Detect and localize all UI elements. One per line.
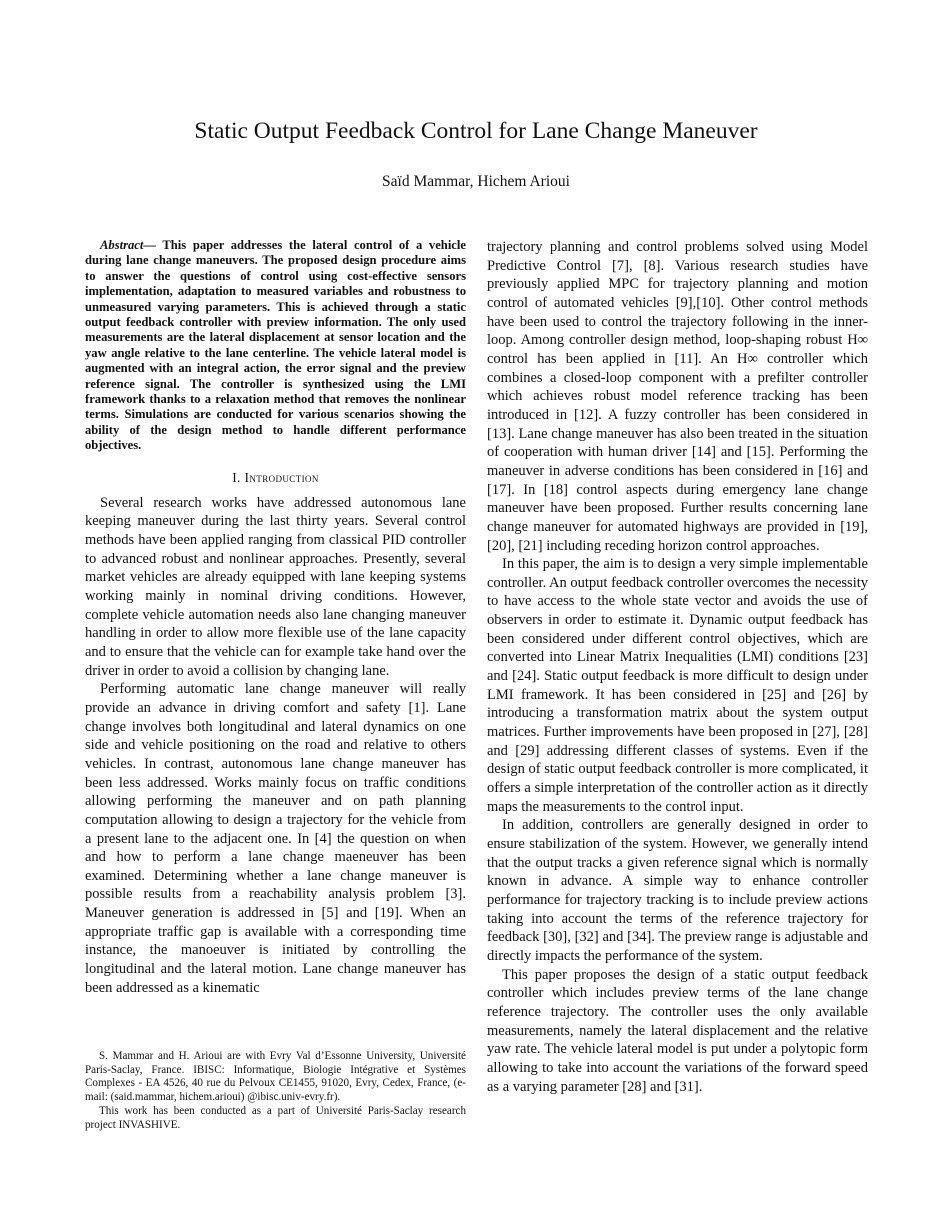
body-paragraph: This paper proposes the design of a static output feedback controller which includes preview terms of the lane change reference trajectory. The controller uses the only available measurements, namely the lateral displacement and the relative yaw rate. The vehicle lateral model is put under a polytopic form allowing to take into account the variations of the forward speed as a varying parameter [28] and [31].	[487, 966, 868, 1095]
right-column	[487, 238, 868, 1096]
body-paragraph: Performing automatic lane change maneuver will really provide an advance in driving comfort and safety [1]. Lane change involves both longitudinal and lateral dynamics on one side and vehicle positioning on the road and relative to others vehicles. In contrast, autonomous lane change maneuver has been less addressed. Works mainly focus on traffic conditions allowing performing the maneuver and on path planning computation allowing to design a trajectory for the vehicle from a present lane to the adjacent one. In [4] the question on when and how to perform a lane change maeneuver has been examined. Determining whether a lane change maneuver is possible results from a reachability analysis problem [3]. Maneuver generation is addressed in [5] and [19]. When an appropriate traffic gap is available with a corresponding time instance, the manoeuver is initiated by controlling the longitudinal and the lateral motion. Lane change maneuver has been addressed as a kinematic	[85, 681, 466, 996]
body-paragraph: Several research works have addressed autonomous lane keeping maneuver during the last thirty years. Several control methods have been applied ranging from classical PID controller to advanced robust and nonlinear approaches. Presently, several market vehicles are already equipped with lane keeping systems working mainly in nominal driving conditions. However, complete vehicle automation needs also lane changing maneuver handling in order to allow more flexible use of the lane capacity and to ensure that the vehicle can for example take hand over the driver in order to avoid a collision by changing lane.	[85, 494, 466, 679]
body-paragraph: In this paper, the aim is to design a very simple implementable controller. An output feedback controller overcomes the necessity to have access to the whole state vector and avoids the use of observers in order to estimate it. Dynamic output feedback has been considered under different control objectives, which are converted into Linear Matrix Inequalities (LMI) conditions [23] and [24]. Static output feedback is more difficult to design under LMI framework. It has been considered in [25] and [26] by introducing a transformation matrix about the system output matrices. Further improvements have been proposed in [27], [28] and [29] addressing different classes of systems. Even if the design of static output feedback controller is more complicated, it offers a simple interpretation of the controller action as it directly maps the measurements to the control input.	[487, 556, 868, 815]
body-paragraph: In addition, controllers are generally designed in order to ensure stabilization of the system. However, we generally intend that the output tracks a given reference signal which is normally known in advance. A simple way to enhance controller performance for trajectory tracking is to include preview actions taking into account the terms of the reference trajectory for feedback [30], [32] and [34]. The preview range is adjustable and directly impacts the performance of the system.	[487, 817, 868, 964]
paper-title: Static Output Feedback Control for Lane Change Maneuver	[194, 118, 758, 144]
section-heading-introduction: I. Introduction	[232, 469, 319, 485]
body-paragraph: trajectory planning and control problems solved using Model Predictive Control [7], [8]. Various research studies have previously applied MPC for trajectory planning and motion control of automated vehicles [9],[10]. Other control methods have been used to control the trajectory following in the inner-loop. Among controller design method, loop-shaping robust H∞ control has been applied in [11]. An H∞ controller which combines a closed-loop component with a prefilter controller which achieves robust model reference tracking has been introduced in [12]. A fuzzy controller has been considered in [13]. Lane change maneuver has also been treated in the situation of cooperation with human driver [14] and [15]. Performing the maneuver in adverse conditions has been considered in [16] and [17]. In [18] control aspects during emergency lane change maneuver have been proposed. Further results concerning lane change maneuver for automated highways are provided in [19], [20], [21] including receding horizon control approaches.	[487, 239, 868, 554]
left-column	[85, 238, 466, 997]
footnote-funding: This work has been conducted as a part of Université Paris-Saclay research project INVASHIVE.	[85, 1104, 466, 1131]
footnote-affiliation: S. Mammar and H. Arioui are with Evry Val d’Essonne University, Université Paris-Saclay, France. IBISC: Informatique, Biologie Intégrative et Systèmes Complexes - EA 4526, 40 rue du Pelvoux CE1455, 91020, Evry, Cedex, France, (e-mail: (said.mammar, hichem.arioui) @ibisc.univ-evry.fr).	[85, 1050, 466, 1104]
footnote-block	[85, 1050, 466, 1132]
paper-authors: Saïd Mammar, Hichem Arioui	[382, 173, 570, 190]
abstract-text: This paper addresses the lateral control of a vehicle during lane change maneuvers. The proposed design procedure aims to answer the questions of control using cost-effective sensors implementation, adaptation to measured variables and robustness to unmeasured varying parameters. This is achieved through a static output feedback controller with preview information. The only used measurements are the lateral displacement at sensor location and the yaw angle relative to the lane centerline. The vehicle lateral model is augmented with an integral action, the error signal and the preview reference signal. The controller is synthesized using the LMI framework thanks to a relaxation method that removes the nonlinear terms. Simulations are conducted for various scenarios showing the ability of the design method to handle different performance objectives.	[85, 238, 466, 453]
abstract	[85, 238, 466, 454]
abstract-label: Abstract—	[100, 238, 156, 252]
